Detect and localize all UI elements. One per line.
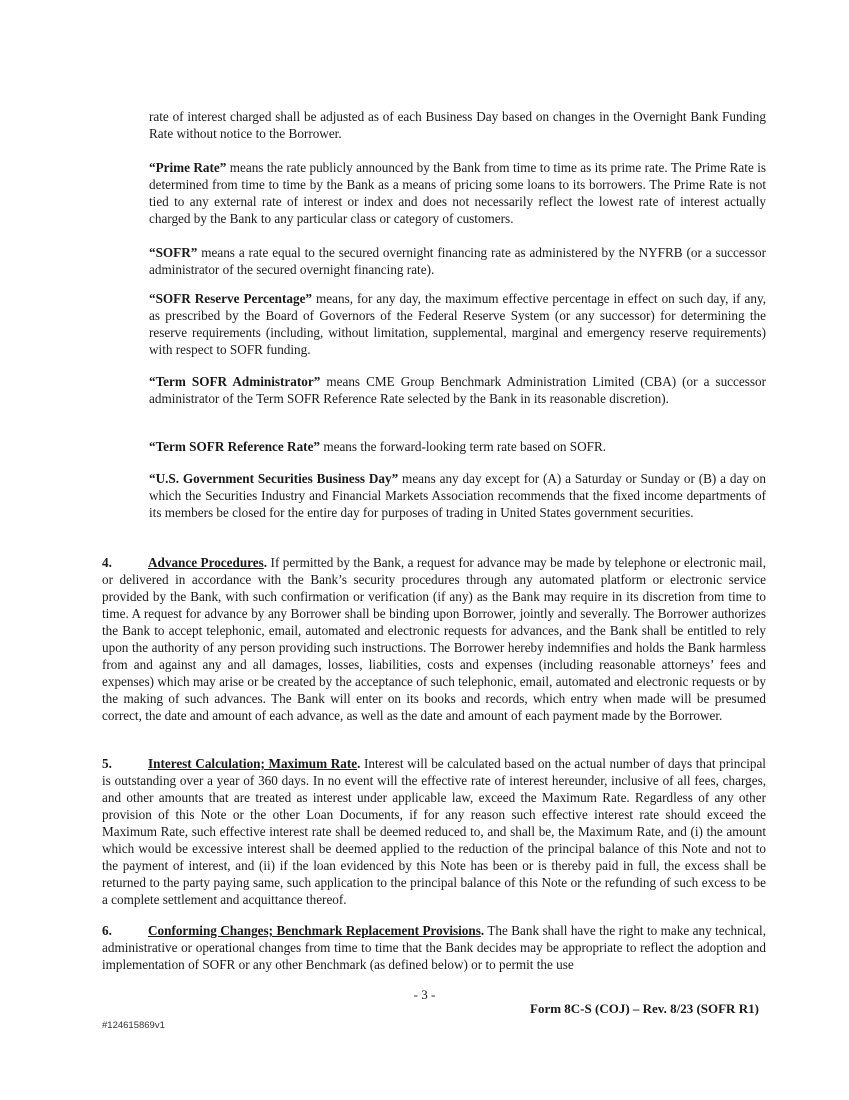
section-text: If permitted by the Bank, a request for advance may be made by telephone or electronic mail, or delivered in accordance with the Bank’s security procedures through any automated platform or electronic service provided by the Bank, with such confirmation or verification (if any) as the Bank may require in its discretion from time to time. A request for advance by any Borrower shall be binding upon Borrower, jointly and severally. The Borrower authorizes the Bank to accept telephonic, email, automated and electronic requests for advances, and the Bank shall be entitled to rely upon the authority of any person providing such instructions. The Borrower hereby indemnifies and holds the Bank harmless from and against any and all damages, losses, liabilities, costs and expenses (including reasonable attorneys’ fees and expenses) which may arise or be created by the acceptance of such telephonic, email, automated and electronic requests or by the making of such advances. The Bank will enter on its books and records, which entry when made will be presumed correct, the date and amount of each advance, as well as the date and amount of each payment made by the Borrower. xyxy=(102,555,767,723)
definition-term: “SOFR Reserve Percentage” xyxy=(149,291,313,306)
page-number: - 3 - xyxy=(413,987,436,1002)
section-heading: Conforming Changes; Benchmark Replacement Provisions xyxy=(148,923,481,938)
definition-us-government-securities-business-day xyxy=(149,470,766,521)
section-5: 5. Interest Calculation; Maximum Rate. Interest will be calculated based on the actual number of days that principal is outstanding over a year of 360 days. In no event will the effective rate of interest hereunder, inclusive of all fees, charges, and other amounts that are treated as interest under applicable law, exceed the Maximum Rate. Regardless of any other provision of this Note or the other Loan Documents, if for any reason such effective interest rate should exceed the Maximum Rate, such effective interest rate shall be deemed reduced to, and shall be, the Maximum Rate, and (i) the amount which would be excessive interest shall be deemed applied to the reduction of the principal balance of this Note and not to the payment of interest, and (ii) if the loan evidenced by this Note has been or is thereby paid in full, the excess shall be returned to the party paying same, such application to the principal balance of this Note or the refunding of such excess to be a complete settlement and acquittance thereof. xyxy=(102,756,766,907)
definition-text: means the forward-looking term rate based on SOFR. xyxy=(320,439,607,454)
definition-text: means, for any day, the maximum effective percentage in effect on such day, if any, as prescribed by the Board of Governors of the Federal Reserve System (or any successor) for determining the reserve requirements (including, without limitation, supplemental, marginal and emergency reserve requirements) with respect to SOFR funding. xyxy=(149,291,766,357)
section-heading: Advance Procedures xyxy=(148,555,264,570)
section-text: Interest will be calculated based on the actual number of days that principal is outstanding over a year of 360 days. In no event will the effective rate of interest hereunder, inclusive of all fees, charges, and other amounts that are treated as interest under applicable law, exceed the Maximum Rate. Regardless of any other provision of this Note or the other Loan Documents, if for any reason such effective interest rate should exceed the Maximum Rate, such effective interest rate shall be deemed reduced to, and shall be, the Maximum Rate, and (i) the amount which would be excessive interest shall be deemed applied to the reduction of the principal balance of this Note and not to the payment of interest, and (ii) if the loan evidenced by this Note has been or is thereby paid in full, the excess shall be returned to the party paying same, such application to the principal balance of this Note or the refunding of such excess to be a complete settlement and acquittance thereof. xyxy=(102,756,766,907)
definition-prime-rate xyxy=(149,159,766,227)
document-id: #124615869v1 xyxy=(102,1020,165,1031)
section-heading: Interest Calculation; Maximum Rate xyxy=(148,756,358,771)
definition-term-sofr-reference-rate xyxy=(149,438,766,455)
definition-sofr xyxy=(149,244,766,278)
definition-term: “U.S. Government Securities Business Day” xyxy=(149,471,399,486)
definition-text: means any day except for (A) a Saturday or Sunday or (B) a day on which the Securities Industry and Financial Markets Association recommends that the fixed income departments of its members be closed for the entire day for purposes of trading in United States government securities. xyxy=(149,471,766,520)
definition-text: means the rate publicly announced by the Bank from time to time as its prime rate. The Prime Rate is determined from time to time by the Bank as a means of pricing some loans to its borrowers. The Prime Rate is not tied to any external rate of interest or index and does not necessarily reflect the lowest rate of interest actually charged by the Bank to any particular class or category of customers. xyxy=(149,160,766,226)
section-6: 6. Conforming Changes; Benchmark Replacement Provisions. The Bank shall have the right to make any technical, administrative or operational changes from time to time that the Bank decides may be appropriate to reflect the adoption and implementation of SOFR or any other Benchmark (as defined below) or to permit the use xyxy=(102,923,766,972)
section-number: 5. xyxy=(102,756,112,771)
definition-term: “Prime Rate” xyxy=(149,160,227,175)
section-text: The Bank shall have the right to make any technical, administrative or operational changes from time to time that the Bank decides may be appropriate to reflect the adoption and implementation of SOFR or any other Benchmark (as defined below) or to permit the use xyxy=(102,923,766,972)
definition-term: “Term SOFR Reference Rate” xyxy=(149,439,321,454)
form-identifier: Form 8C-S (COJ) – Rev. 8/23 (SOFR R1) xyxy=(530,1001,759,1016)
section-number: 4. xyxy=(102,555,112,570)
definition-term: “SOFR” xyxy=(149,245,198,260)
section-number: 6. xyxy=(102,923,112,938)
section-4: 4. Advance Procedures. If permitted by the Bank, a request for advance may be made by telephone or electronic mail, or delivered in accordance with the Bank’s security procedures through any automated platform or electronic service provided by the Bank, with such confirmation or verification (if any) as the Bank may require in its discretion from time to time. A request for advance by any Borrower shall be binding upon Borrower, jointly and severally. The Borrower authorizes the Bank to accept telephonic, email, automated and electronic requests for advances, and the Bank shall be entitled to rely upon the authority of any person providing such instructions. The Borrower hereby indemnifies and holds the Bank harmless from and against any and all damages, losses, liabilities, costs and expenses (including reasonable attorneys’ fees and expenses) which may arise or be created by the acceptance of such telephonic, email, automated and electronic requests or by the making of such advances. The Bank will enter on its books and records, which entry when made will be presumed correct, the date and amount of each advance, as well as the date and amount of each payment made by the Borrower. xyxy=(102,555,767,723)
definition-text: means a rate equal to the secured overnight financing rate as administered by the NYFRB (or a successor administrator of the secured overnight financing rate). xyxy=(149,245,766,277)
definition-text: means CME Group Benchmark Administration Limited (CBA) (or a successor administrator of the Term SOFR Reference Rate selected by the Bank in its reasonable discretion). xyxy=(149,374,766,406)
definition-term-sofr-administrator xyxy=(149,373,766,407)
continuation-paragraph: rate of interest charged shall be adjusted as of each Business Day based on changes in the Overnight Bank Funding Rate without notice to the Borrower. xyxy=(149,109,766,141)
definition-sofr-reserve-percentage xyxy=(149,290,766,358)
definition-term: “Term SOFR Administrator” xyxy=(149,374,321,389)
